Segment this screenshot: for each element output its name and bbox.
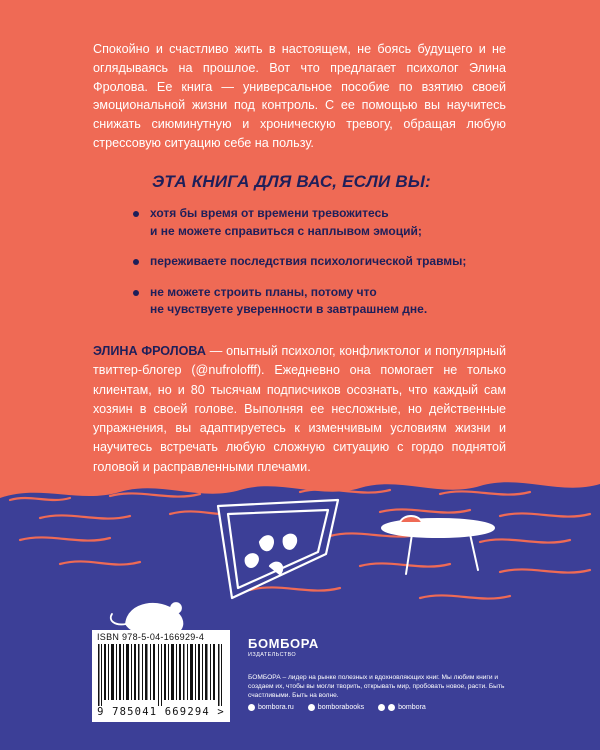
instagram-icon [378,704,385,711]
barcode-icon [98,644,224,706]
bullet-dot-icon [133,211,139,217]
social-link-label: bombora [398,704,426,711]
audience-item [133,253,493,271]
publisher-name: БОМБОРА [248,636,319,651]
publisher-description: БОМБОРА – лидер на рынке полезных и вдохновляющих книг. Мы любим книги и создаем их, чтобы вы могли творить, открывать мир, пробовать новое, расти. Быть счастливыми. Быть на волне. [248,674,505,699]
audience-item-line: переживаете последствия психологической травмы; [150,254,467,268]
social-link-label: bomborabooks [317,704,365,711]
author-paragraph [93,342,506,477]
isbn-label: ISBN 978-5-04-166929-4 [97,632,205,642]
social-links [248,704,426,711]
author-name: ЭЛИНА ФРОЛОВА [93,344,206,358]
publisher-subtitle: ИЗДАТЕЛЬСТВО [248,652,297,658]
social-link-site[interactable] [248,704,294,711]
social-link-channels[interactable] [378,704,426,711]
barcode-panel [92,630,230,722]
author-bio: — опытный психолог, конфликтолог и популярный твиттер-блогер (@nufrolofff). Ежедневно она помогает не только клиентам, но и 80 тысячам подписчиков осознать, что каждый сам хозяин в своей голове. Выполняя ее несложные, но действенные упражнения, вы адаптируетесь к изменчивым условиям жизни и научитесь встречать любую сложную ситуацию с гордо поднятой головой и расправленными плечами. [93,344,507,474]
audience-heading: ЭТА КНИГА ДЛЯ ВАС, ЕСЛИ ВЫ: [152,172,431,191]
telegram-icon [388,704,395,711]
audience-item-line: не чувствуете уверенности в завтрашнем дне. [150,302,428,316]
audience-list [133,205,493,332]
bullet-dot-icon [133,259,139,265]
globe-icon [248,704,255,711]
audience-item [133,284,493,319]
social-link-books[interactable] [308,704,364,711]
audience-item-line: не можете строить планы, потому что [150,284,377,299]
audience-item-line: и не можете справиться с наплывом эмоций; [150,223,422,238]
vk-icon [308,704,315,711]
audience-item-line: хотя бы время от времени тревожитесь [150,206,389,220]
bullet-dot-icon [133,290,139,296]
social-link-label: bombora.ru [258,704,294,711]
audience-item [133,205,493,240]
intro-paragraph: Спокойно и счастливо жить в настоящем, не боясь будущего и не оглядываясь на прошлое. Вот что предлагает психолог Элина Фролова. Ее книга — универсальное пособие по взятию своей эмоциональной жизни под контроль. С ее помощью вы научитесь снижать сиюминутную и хроническую тревогу, обращая любую стрессовую ситуацию себе на пользу. [93,42,506,150]
publisher-logo [248,636,319,658]
barcode-number: 9 785041 669294 > [97,706,225,718]
